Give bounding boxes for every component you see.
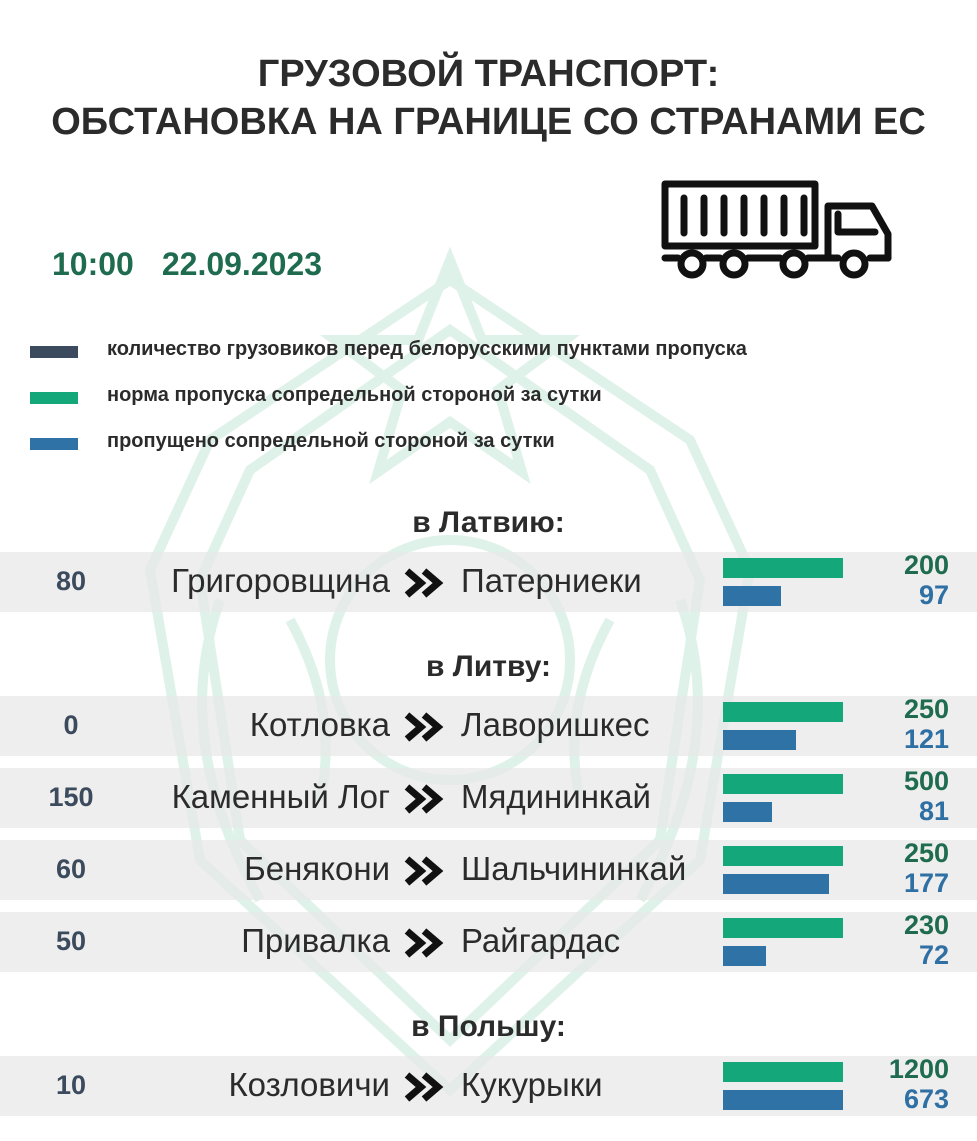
passed-value: 81 [918,796,949,826]
legend-label: норма пропуска сопредельной стороной за сутки [107,384,602,406]
bar-norm [723,1062,843,1082]
legend-label: количество грузовиков перед белорусскими пунктами пропуска [107,338,747,360]
queue-count: 150 [48,782,94,812]
bar-passed [723,946,766,966]
norm-value: 1200 [888,1054,949,1084]
norm-value: 250 [903,838,949,868]
bar-passed [723,730,796,750]
bar-norm [723,558,843,578]
passed-value: 97 [918,580,949,610]
checkpoint-neighbor: Мядининкай [461,778,651,815]
checkpoint-belarus: Котловка [249,706,390,743]
legend-label: пропущено сопредельной стороной за сутки [107,430,555,452]
bar-passed [723,802,772,822]
chart-title [0,50,977,146]
section-title: в Польшу: [411,1010,566,1043]
checkpoint-belarus: Козловичи [228,1066,390,1103]
checkpoint-belarus: Григоровщина [171,562,390,599]
truck-icon [660,178,896,282]
norm-value: 230 [903,910,949,940]
title-line-2: ОБСТАНОВКА НА ГРАНИЦЕ СО СТРАНАМИ ЕС [51,101,926,143]
checkpoint-belarus: Каменный Лог [171,778,390,815]
queue-count: 0 [63,710,79,740]
double-chevron-right-icon [404,1072,444,1102]
checkpoint-belarus: Бенякони [244,850,390,887]
double-chevron-right-icon [404,856,444,886]
bar-passed [723,586,781,606]
norm-value: 250 [903,694,949,724]
queue-count: 80 [55,566,87,596]
checkpoint-neighbor: Райгардас [461,922,621,959]
double-chevron-right-icon [404,712,444,742]
timestamp [52,246,322,283]
legend-swatch [30,438,78,450]
bar-passed [723,1090,843,1110]
double-chevron-right-icon [404,784,444,814]
bar-norm [723,774,843,794]
legend-swatch [30,392,78,404]
passed-value: 673 [903,1084,949,1114]
section-title: в Литву: [426,650,551,683]
norm-value: 200 [903,550,949,580]
bar-norm [723,702,843,722]
queue-count: 50 [55,926,87,956]
queue-count: 60 [55,854,87,884]
checkpoint-neighbor: Шальчининкай [461,850,687,887]
checkpoint-belarus: Привалка [241,922,390,959]
checkpoint-neighbor: Кукурыки [461,1066,603,1103]
time-label: 10:00 [52,246,134,282]
norm-value: 500 [903,766,949,796]
checkpoint-neighbor: Патерниеки [461,562,642,599]
double-chevron-right-icon [404,928,444,958]
section-title: в Латвию: [412,506,565,539]
passed-value: 72 [918,940,949,970]
bar-passed [723,874,829,894]
passed-value: 121 [903,724,949,754]
bar-norm [723,846,843,866]
queue-count: 10 [55,1070,87,1100]
double-chevron-right-icon [404,568,444,598]
checkpoint-neighbor: Лаворишкес [461,706,650,743]
legend-swatch [30,346,78,358]
title-line-1: ГРУЗОВОЙ ТРАНСПОРТ: [257,53,720,95]
date-label: 22.09.2023 [161,246,322,282]
bar-norm [723,918,843,938]
passed-value: 177 [903,868,949,898]
